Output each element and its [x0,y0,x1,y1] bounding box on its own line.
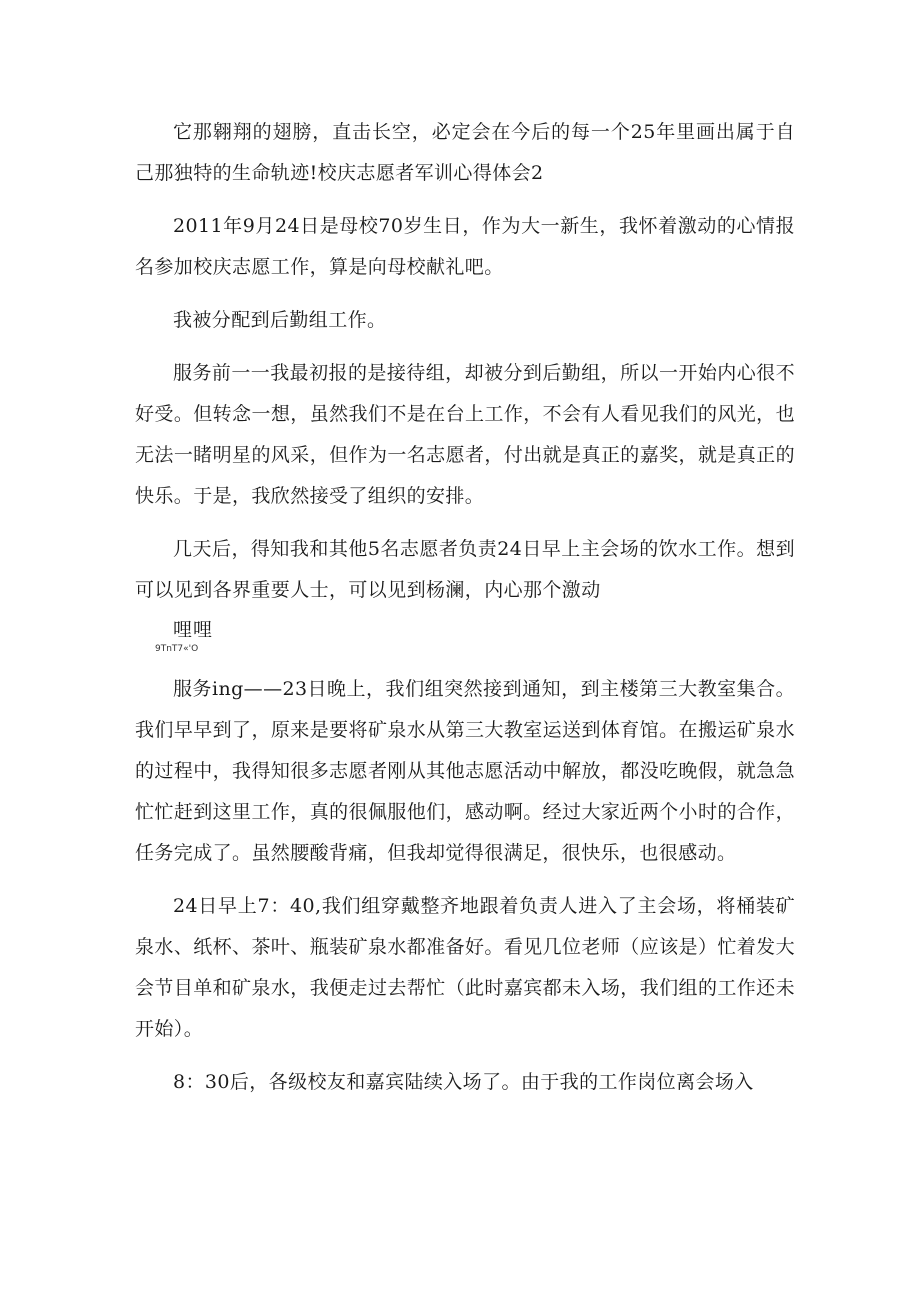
paragraph-8: 8：30后，各级校友和嘉宾陆续入场了。由于我的工作岗位离会场入 [173,1071,754,1093]
paragraph-4: 服务前一一我最初报的是接待组，却被分到后勤组，所以一开始内心很不好受。但转念一想，虽然我们不是在台上工作，不会有人看见我们的风光，也无法一睹明星的风采，但作为一名志愿者，付出就是真正的嘉奖，就是真正的快乐。于是，我欣然接受了组织的安排。 [135,362,795,507]
paragraph-2: 2011年9月24日是母校70岁生日，作为大一新生，我怀着激动的心情报名参加校庆志愿工作，算是向母校献礼吧。 [135,215,795,278]
paragraph-1: 它那翱翔的翅膀，直击长空，必定会在今后的每一个25年里画出属于自己那独特的生命轨迹!校庆志愿者军训心得体会2 [135,121,795,184]
paragraph-7: 24日早上7：40,我们组穿戴整齐地跟着负责人进入了主会场，将桶装矿泉水、纸杯、茶叶、瓶装矿泉水都准备好。看见几位老师（应该是）忙着发大会节目单和矿泉水，我便走过去帮忙（此时嘉宾都未入场，我们组的工作还未开始）。 [135,895,795,1040]
figure-label: 哩哩 [173,619,214,641]
figure-block [135,617,795,655]
paragraph-3: 我被分配到后勤组工作。 [173,309,387,331]
paragraph-6: 服务ing——23日晚上，我们组突然接到通知，到主楼第三大教室集合。我们早早到了，原来是要将矿泉水从第三大教室运送到体育馆。在搬运矿泉水的过程中，我得知很多志愿者刚从其他志愿活动中解放，都没吃晚假，就急急忙忙赶到这里工作，真的很佩服他们，感动啊。经过大家近两个小时的合作，任务完成了。虽然腰酸背痛，但我却觉得很满足，很快乐，也很感动。 [135,678,795,864]
document-body [135,112,795,1103]
figure-caption: 9TnT7«'O [155,644,199,654]
paragraph-5: 几天后，得知我和其他5名志愿者负责24日早上主会场的饮水工作。想到可以见到各界重要人士，可以见到杨澜，内心那个激动 [135,538,795,601]
